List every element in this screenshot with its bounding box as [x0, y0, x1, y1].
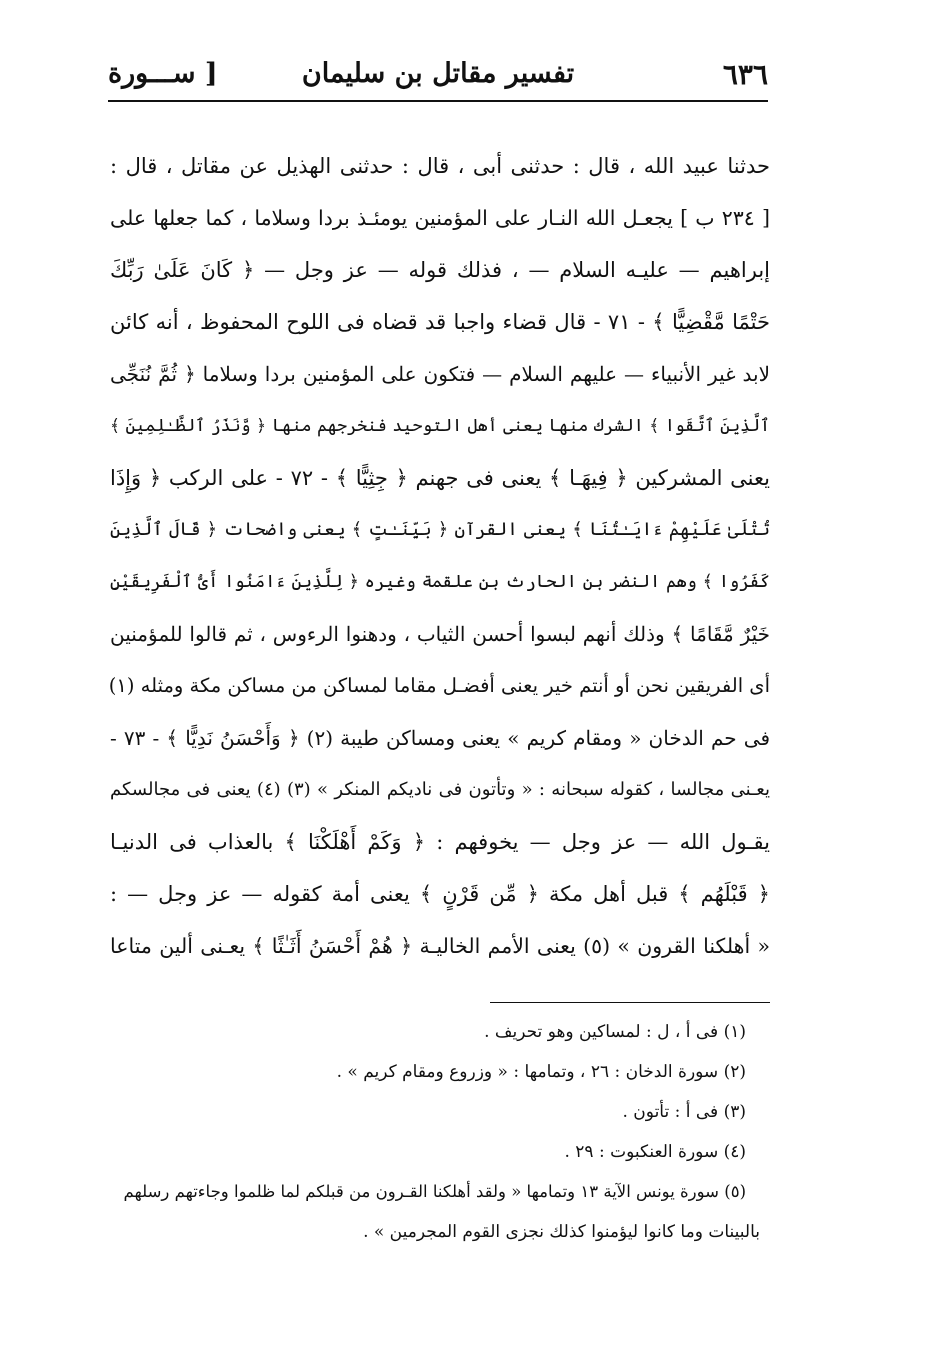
text-line: حَتْمًا مَّقْضِيًّا ﴾ - ٧١ - قال قضاء واجبا قد قضاه فى اللوح المحفوظ ، أنه كائن: [110, 310, 770, 334]
text-line: يعنى المشركين ﴿ فِيهَـا ﴾ يعنى فى جهنم ﴿ جِثِيًّا ﴾ - ٧٢ - على الركب ﴿ وَإِذَا: [110, 466, 770, 490]
footnote: (٣) فى أ : تأتون .: [622, 1102, 746, 1122]
text-line: فى حم الدخان « ومقام كريم » يعنى ومساكن طيبة (٢) ﴿ وَأَحْسَنُ نَدِيًّا ﴾ - ٧٣ -: [110, 726, 771, 750]
sura-label: [ ســـورة: [108, 58, 218, 89]
text-line: كَفَرُوا ﴾ وهم النضر بن الحارث بن علقمة وغيره ﴿ لِلَّذِينَ ءَامَنُوا أَىُّ ٱلْفَرِيقَيْنِ: [110, 572, 770, 592]
page-header: [108, 52, 768, 102]
main-text: [110, 140, 770, 972]
text-line: « أهلكنا القرون » (٥) يعنى الأمم الخاليـة ﴿ هُمْ أَحْسَنُ أَثَـٰثًا ﴾ يعـنى ألين متاعا: [110, 934, 770, 958]
text-line: تُتْلَىٰ عَلَيْهِمْ ءَايَـٰتُنَا ﴾ يعنى القرآن ﴿ بَيِّنَـٰتٍ ﴾ يعنى واضحات ﴿ قَالَ ٱلَّذِينَ: [110, 519, 770, 540]
footnote-rule: [490, 1002, 770, 1003]
header-rule: [108, 100, 768, 102]
text-line: ٱلَّذِينَ ٱتَّقَوا ﴾ الشرك منها يعنى أهل التوحيد فنخرجهم منها ﴿ وَّنَذَرُ ٱلظَّـٰلِمِينَ ﴾: [110, 416, 770, 436]
text-line: يعـنى مجالسا ، كقوله سبحانه : « وتأتون فى ناديكم المنكر » (٣) (٤) يعنى فى مجالسكم: [110, 779, 770, 800]
footnote: (٥) سورة يونس الآية ١٣ وتمامها « ولقد أهلكنا القـرون من قبلكم لما ظلموا وجاءتهم رسلهم: [123, 1182, 746, 1201]
running-title: تفسير مقاتل بن سليمان: [301, 58, 575, 89]
footnote: (٤) سورة العنكبوت : ٢٩ .: [564, 1142, 746, 1162]
text-line: حدثنا عبيد الله ، قال : حدثنى أبى ، قال : حدثنى الهذيل عن مقاتل ، قال :: [110, 154, 770, 178]
text-line: لابد غير الأنبياء — عليهم السلام — فتكون على المؤمنين بردا وسلاما ﴿ ثُمَّ نُنَجِّى: [110, 362, 770, 386]
text-line: يقـول الله — عز وجل — يخوفهم : ﴿ وَكَمْ أَهْلَكْنَا ﴾ بالعذاب فى الدنيـا: [110, 830, 770, 854]
page-number: ٦٣٦: [722, 58, 768, 91]
text-line: [ ٢٣٤ ب ] يجعـل الله النـار على المؤمنين يومئـذ بردا وسلاما ، كما جعلها على: [110, 206, 771, 230]
footnote-continuation: بالبينات وما كانوا ليؤمنوا كذلك نجزى القوم المجرمين » .: [363, 1222, 760, 1242]
text-line: خَيْرٌ مَّقَامًا ﴾ وذلك أنهم لبسوا أحسن الثياب ، ودهنوا الرءوس ، ثم قالوا للمؤمنين: [110, 622, 770, 646]
text-line: إبراهيم — عليـه السلام — ، فذلك قوله — عز وجل — ﴿ كَانَ عَلَىٰ رَبِّكَ: [110, 258, 770, 282]
footnote: (١) فى أ ، ل : لمساكين وهو تحريف .: [484, 1022, 746, 1042]
text-line: أى الفريقين نحن أو أنتم خير يعنى أفضـل مقاما لمساكن من مساكن مكة ومثله (١): [108, 674, 770, 697]
text-line: ﴿ قَبْلَهُم ﴾ قبل أهل مكة ﴿ مِّن قَرْنٍ ﴾ يعنى أمة كقوله — عز وجل — :: [110, 882, 770, 906]
footnotes: [110, 1012, 760, 1252]
footnote: (٢) سورة الدخان : ٢٦ ، وتمامها : « وزروع ومقام كريم » .: [336, 1062, 746, 1082]
